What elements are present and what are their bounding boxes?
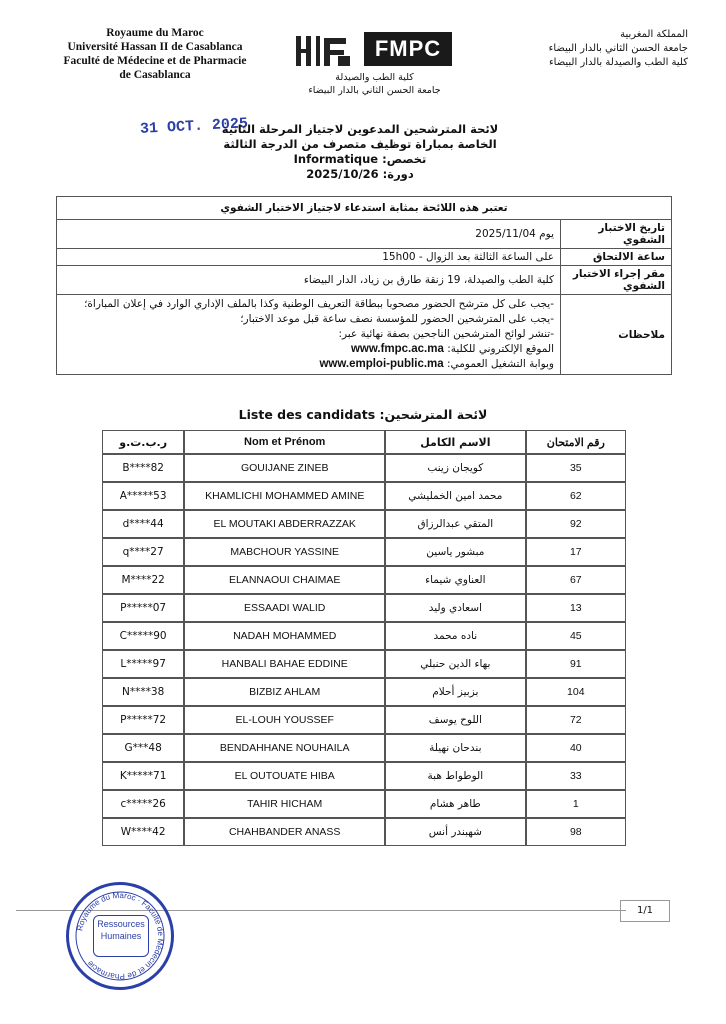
exam-number-cell: 13: [526, 594, 626, 622]
exam-date-label: تاريخ الاختبار الشفوي: [561, 220, 672, 249]
table-row: [102, 650, 626, 678]
header-fr-line: Faculté de Médecine et de Pharmacie: [63, 55, 247, 67]
name-ar-cell: المتقي عبدالرزاق: [385, 510, 526, 538]
cin-cell: c*****26: [102, 790, 184, 818]
exam-number-cell: 33: [526, 762, 626, 790]
notes-content: [57, 295, 561, 375]
seal-inner-text: Ressources Humaines: [93, 915, 149, 957]
exam-number-cell: 62: [526, 482, 626, 510]
table-row: [102, 790, 626, 818]
name-fr-cell: NADAH MOHAMMED: [184, 622, 385, 650]
exam-location-value: كلية الطب والصيدلة، 19 زنقة طارق بن زياد، الدار البيضاء: [57, 266, 561, 295]
table-row: [102, 566, 626, 594]
name-fr-cell: BIZBIZ AHLAM: [184, 678, 385, 706]
name-fr-cell: BENDAHHANE NOUHAILA: [184, 734, 385, 762]
name-ar-cell: بزبيز أحلام: [385, 678, 526, 706]
col-header-exam-number: رقم الامتحان: [526, 430, 626, 454]
cin-cell: d****44: [102, 510, 184, 538]
exam-date-value: يوم 2025/11/04: [57, 220, 561, 249]
cin-cell: C*****90: [102, 622, 184, 650]
note-site-line: [63, 342, 554, 357]
exam-number-cell: 91: [526, 650, 626, 678]
cin-cell: G***48: [102, 734, 184, 762]
university-emblem-icon: [294, 32, 354, 70]
info-intro: تعتبر هذه اللائحة بمثابة استدعاء لاجتياز الاختبار الشفوي: [57, 197, 672, 220]
note-line: -تنشر لوائح المترشحين الناجحين بصفة نهائية عبر:: [338, 328, 554, 340]
name-ar-cell: ناده محمد: [385, 622, 526, 650]
header-fr-line: de Casablanca: [119, 69, 191, 81]
col-header-name-ar: الاسم الكامل: [385, 430, 526, 454]
svg-text:Royaume du Maroc · Faculté de: Royaume du Maroc · Faculté de Médecin et de Pharmacie: [75, 890, 166, 982]
name-fr-cell: ELANNAOUI CHAIMAE: [184, 566, 385, 594]
table-row: [102, 510, 626, 538]
name-ar-cell: الوطواط هبة: [385, 762, 526, 790]
name-fr-cell: EL OUTOUATE HIBA: [184, 762, 385, 790]
note-line: -يجب على المترشحين الحضور للمؤسسة نصف ساعة قبل موعد الاختبار؛: [240, 313, 554, 325]
table-row: [102, 706, 626, 734]
table-row: [102, 622, 626, 650]
exam-number-cell: 35: [526, 454, 626, 482]
note-site-line: [63, 357, 554, 372]
cin-cell: A*****53: [102, 482, 184, 510]
exam-info-table: [56, 196, 672, 375]
page-number: 1/1: [620, 900, 670, 922]
header-fr-line: Royaume du Maroc: [106, 27, 204, 39]
fmpc-logo: [292, 30, 462, 96]
cin-cell: N****38: [102, 678, 184, 706]
header-ar-line: جامعة الحسن الثاني بالدار البيضاء: [548, 43, 688, 54]
cin-cell: q****27: [102, 538, 184, 566]
name-ar-cell: بهاء الدين حنبلي: [385, 650, 526, 678]
document-title: [200, 122, 520, 182]
exam-number-cell: 104: [526, 678, 626, 706]
cin-cell: B****82: [102, 454, 184, 482]
exam-number-cell: 72: [526, 706, 626, 734]
exam-location-label: مقر إجراء الاختبار الشفوي: [561, 266, 672, 295]
name-fr-cell: GOUIJANE ZINEB: [184, 454, 385, 482]
name-ar-cell: اسعادي وليد: [385, 594, 526, 622]
title-line: لائحة المترشحين المدعوين لاجتياز المرحلة الثانية: [221, 122, 499, 136]
arrival-time-value: على الساعة الثالثة بعد الزوال - 15h00: [57, 249, 561, 266]
name-ar-cell: مبشور ياسين: [385, 538, 526, 566]
col-header-name-fr: Nom et Prénom: [184, 430, 385, 454]
title-line: دورة: 2025/10/26: [306, 167, 414, 181]
logo-arabic-line: كلية الطب والصيدلة: [335, 72, 414, 83]
table-row: [102, 734, 626, 762]
exam-number-cell: 92: [526, 510, 626, 538]
name-fr-cell: ESSAADI WALID: [184, 594, 385, 622]
name-ar-cell: العناوي شيماء: [385, 566, 526, 594]
cin-cell: P*****07: [102, 594, 184, 622]
name-ar-cell: كويجان زينب: [385, 454, 526, 482]
table-row: [102, 482, 626, 510]
site2-label: وبوابة التشغيل العمومي:: [447, 358, 554, 370]
emploi-public-link[interactable]: www.emploi-public.ma: [319, 358, 444, 370]
header-ar-line: كلية الطب والصيدلة بالدار البيضاء: [548, 57, 688, 68]
fmpc-website-link[interactable]: www.fmpc.ac.ma: [350, 343, 444, 355]
logo-text: FMPC: [364, 32, 452, 66]
exam-number-cell: 45: [526, 622, 626, 650]
name-ar-cell: اللوح يوسف: [385, 706, 526, 734]
table-row: [102, 818, 626, 846]
title-line: تخصص: Informatique: [293, 152, 427, 166]
arrival-time-label: ساعة الالتحاق: [561, 249, 672, 266]
name-fr-cell: MABCHOUR YASSINE: [184, 538, 385, 566]
candidates-list-title: Liste des candidats :لائحة المترشحين: [238, 407, 488, 422]
name-ar-cell: طاهر هشام: [385, 790, 526, 818]
col-header-cin: ر.ب.ت.و: [102, 430, 184, 454]
name-fr-cell: HANBALI BAHAE EDDINE: [184, 650, 385, 678]
name-ar-cell: محمد امين الخمليشي: [385, 482, 526, 510]
table-header-row: [102, 430, 626, 454]
name-ar-cell: بندحان نهيلة: [385, 734, 526, 762]
cin-cell: M****22: [102, 566, 184, 594]
header-french: [40, 26, 270, 82]
name-fr-cell: EL-LOUH YOUSSEF: [184, 706, 385, 734]
name-fr-cell: CHAHBANDER ANASS: [184, 818, 385, 846]
cin-cell: K*****71: [102, 762, 184, 790]
title-line: الخاصة بمباراة توظيف متصرف من الدرجة الثالثة: [223, 137, 497, 151]
cin-cell: P*****72: [102, 706, 184, 734]
table-row: [102, 454, 626, 482]
site1-label: الموقع الإلكتروني للكلية:: [447, 343, 554, 355]
candidates-table: [102, 430, 626, 846]
table-row: [102, 762, 626, 790]
logo-arabic-line: جامعة الحسن الثاني بالدار البيضاء: [308, 85, 441, 96]
exam-number-cell: 98: [526, 818, 626, 846]
name-ar-cell: شهبندر أنس: [385, 818, 526, 846]
hr-seal-stamp: [66, 882, 174, 990]
table-row: [102, 538, 626, 566]
cin-cell: W****42: [102, 818, 184, 846]
exam-number-cell: 1: [526, 790, 626, 818]
header-arabic: [488, 28, 688, 70]
header-ar-line: المملكة المغربية: [620, 29, 688, 40]
name-fr-cell: TAHIR HICHAM: [184, 790, 385, 818]
exam-number-cell: 17: [526, 538, 626, 566]
date-stamp: 31 OCT. 2025: [139, 115, 249, 138]
notes-label: ملاحظات: [561, 295, 672, 375]
exam-number-cell: 40: [526, 734, 626, 762]
note-line: -يجب على كل مترشح الحضور مصحوبا ببطاقة التعريف الوطنية وكذا بالملف الإداري الوارد في إعلان المباراة؛: [84, 298, 554, 310]
name-fr-cell: EL MOUTAKI ABDERRAZZAK: [184, 510, 385, 538]
table-row: [102, 678, 626, 706]
cin-cell: L*****97: [102, 650, 184, 678]
name-fr-cell: KHAMLICHI MOHAMMED AMINE: [184, 482, 385, 510]
table-row: [102, 594, 626, 622]
candidates-table-body: [102, 454, 626, 846]
exam-number-cell: 67: [526, 566, 626, 594]
header-fr-line: Université Hassan II de Casablanca: [67, 41, 243, 53]
